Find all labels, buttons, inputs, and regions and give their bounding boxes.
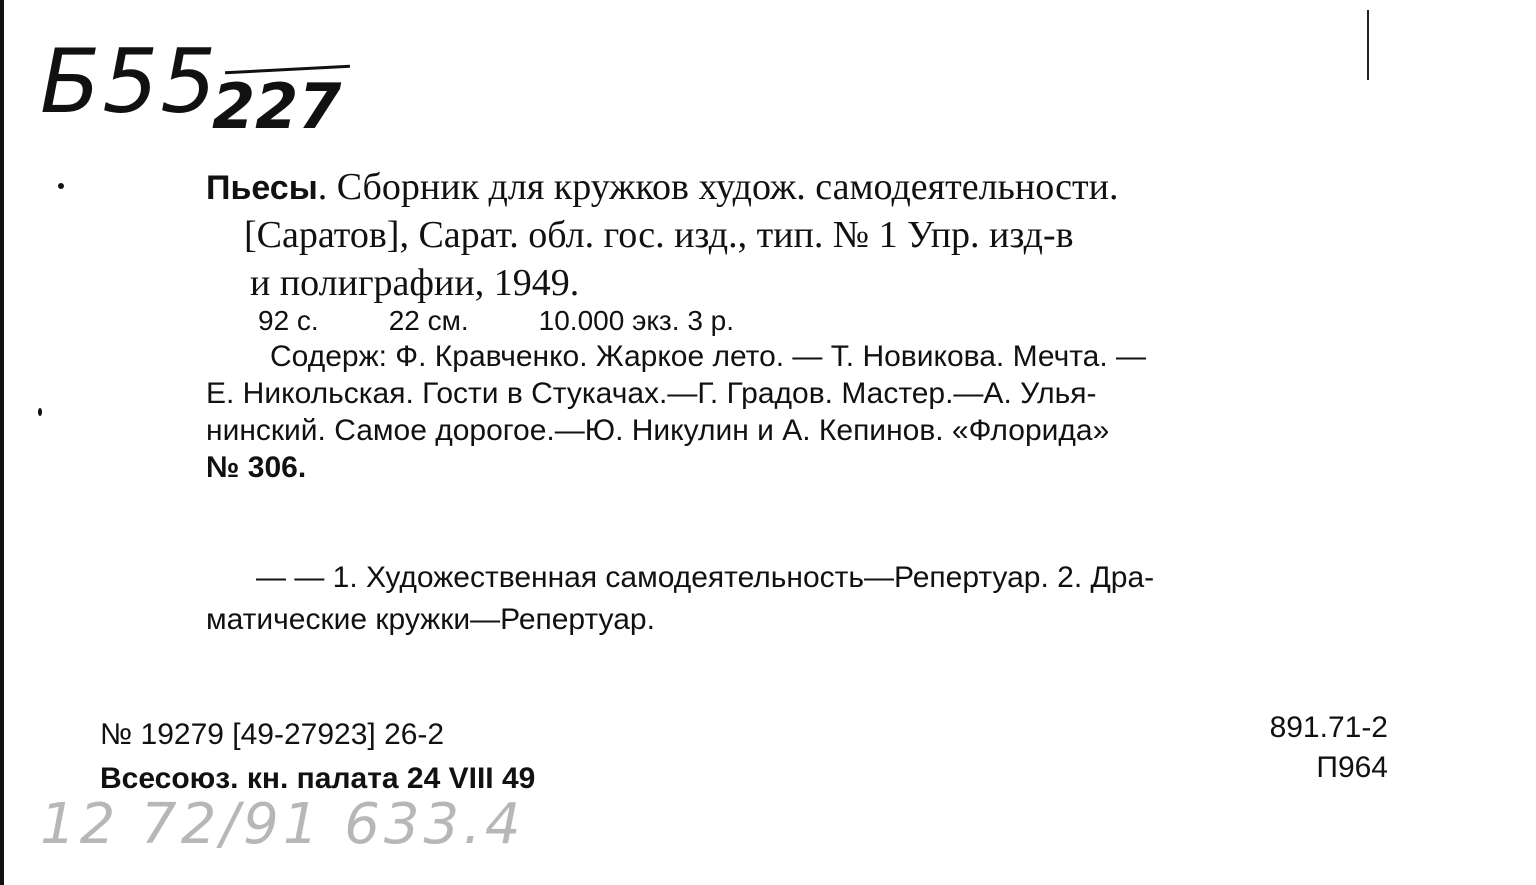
faded-stamp: 12 72/91 633.4: [40, 792, 525, 857]
card-edge-mark: [1367, 10, 1369, 80]
subject-line: матические кружки—Репертуар.: [206, 603, 655, 636]
imprint-line-1: [Саратов], Сарат. обл. гос. изд., тип. № 1 Упр. изд-в: [244, 214, 1074, 256]
record-number: № 19279 [49-27923] 26-2: [100, 718, 445, 751]
subject-headings: [206, 557, 1386, 641]
classification-code: 891.71-2: [1269, 711, 1388, 744]
contents-line: № 306.: [206, 451, 307, 484]
contents-line: нинский. Самое дорогое.—Ю. Никулин и А. Кепинов. «Флорида»: [206, 414, 1110, 447]
title-heading: Пьесы: [206, 169, 318, 207]
title-rest: . Сборник для кружков худож. самодеятельности.: [317, 166, 1119, 208]
card-edge: [0, 0, 4, 885]
copies-price: 10.000 экз. 3 р.: [538, 305, 735, 336]
classification-block: [1270, 708, 1388, 788]
title-line: [206, 165, 1118, 209]
imprint-line-2: и полиграфии, 1949.: [250, 262, 580, 304]
size: 22 см.: [388, 305, 469, 336]
ink-dot: [58, 183, 64, 189]
book-chamber: Всесоюз. кн. палата 24 VIII 49: [100, 762, 536, 795]
subject-line: — — 1. Художественная самодеятельность—Репертуар. 2. Дра-: [256, 561, 1155, 594]
author-mark: П964: [1316, 751, 1388, 784]
shelfmark-right: 227: [212, 70, 342, 143]
contents-note: [206, 338, 1386, 486]
pages: 92 с.: [258, 305, 319, 336]
contents-line: Е. Никольская. Гости в Стукачах.—Г. Градов. Мастер.—А. Улья-: [206, 377, 1097, 410]
collation: [258, 305, 804, 337]
ink-dot: [38, 408, 42, 416]
record-info: [100, 713, 535, 801]
contents-line: Содерж: Ф. Кравченко. Жаркое лето. — Т. Новикова. Мечта. —: [270, 340, 1146, 373]
shelfmark-left: Б55: [40, 30, 219, 133]
